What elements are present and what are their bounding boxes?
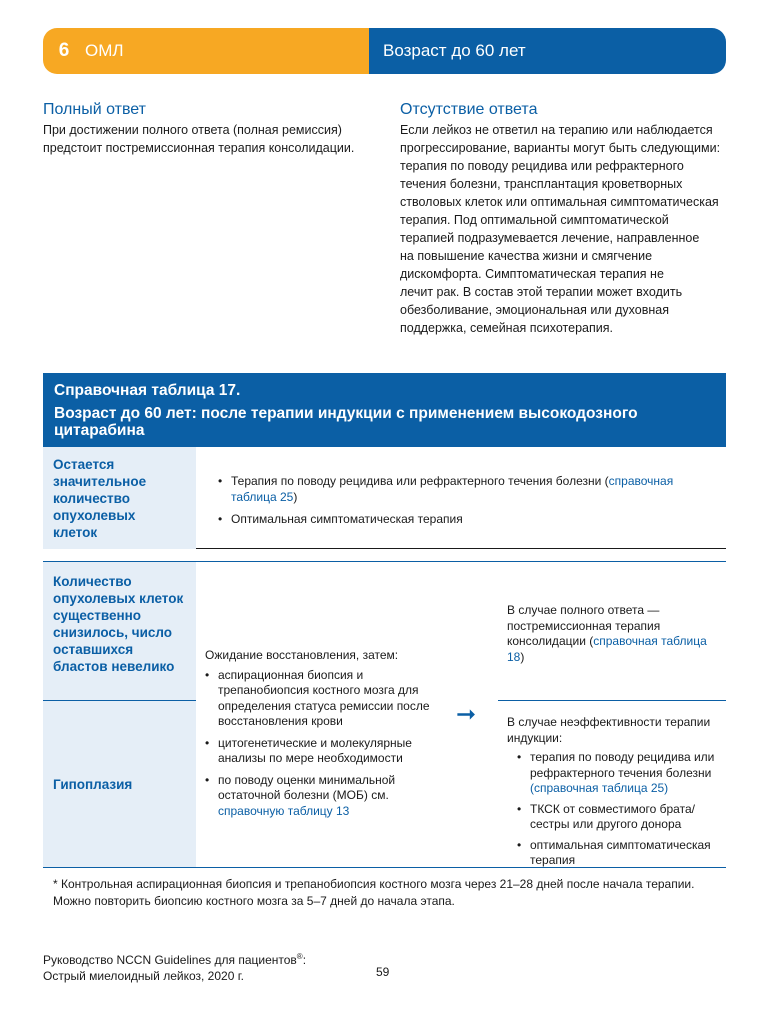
body-line: прогрессирование, варианты могут быть следующими:: [400, 141, 721, 155]
ref-table-25-link[interactable]: справочная таблица 25: [231, 474, 674, 504]
row3-label: Гипоплазия: [53, 777, 133, 792]
list-item: • ТКСК от совместимого брата/ сестры или другого донора: [517, 802, 719, 833]
body-line: предстоит постремиссионная терапия консолидации.: [43, 141, 355, 155]
induction-failure-cell: [507, 715, 719, 876]
divider: [43, 867, 726, 868]
body-line: на повышение качества жизни и смягчение: [400, 249, 653, 263]
recovery-cell: [205, 648, 441, 826]
ref-table-25-link[interactable]: (справочная таблица 25): [530, 781, 669, 795]
row2-label-cell: [43, 562, 196, 700]
table-subtitle: Возраст до 60 лет: после терапии индукции с применением высокодозного цитарабина: [54, 405, 638, 439]
table-title: Справочная таблица 17.: [54, 382, 241, 399]
body-line: течения болезни, трансплантация кроветворных: [400, 177, 683, 191]
footnote-line: Можно повторить биопсию костного мозга за 5–7 дней до начала этапа.: [53, 894, 455, 908]
complete-response-body: [43, 121, 373, 157]
footnote-line: * Контрольная аспирационная биопсия и трепанобиопсия костного мозга через 21–28 дней после начала терапии.: [53, 877, 695, 891]
footer-title: Руководство NCCN Guidelines для пациентов®:: [43, 952, 307, 967]
body-line: терапия по поводу рецидива или рефрактерного: [400, 159, 684, 173]
row1-label-cell: [43, 447, 196, 549]
no-response-title: Отсутствие ответа: [400, 101, 538, 118]
body-line: стволовых клеток или оптимальная симптоматическая: [400, 195, 719, 209]
body-line: лечит рак. В состав этой терапии может входить: [400, 285, 683, 299]
list-item: • Оптимальная симптоматическая терапия: [218, 512, 708, 528]
body-line: дискомфорта. Симптоматическая терапия не: [400, 267, 664, 281]
body-line: обезболивание, эмоциональная или духовная: [400, 303, 669, 317]
row3-label-cell: [43, 701, 196, 867]
body-line: При достижении полного ответа (полная ремиссия): [43, 123, 342, 137]
row2-label: Количество опухолевых клеток существенно снизилось, число оставшихся бластов невелико: [53, 574, 184, 674]
divider: [196, 548, 726, 549]
no-response-section: [400, 100, 730, 337]
list-item: • аспирационная биопсия и трепанобиопсия костного мозга для определения статуса ремиссии после восстановления крови: [205, 668, 441, 730]
ref-table-13-link[interactable]: справочную таблицу 13: [218, 803, 350, 818]
row1-content: [218, 474, 708, 535]
page-footer: [43, 949, 363, 984]
complete-response-cell: В случае полного ответа — постремиссионная терапия консолидации (справочная таблица 18): [507, 603, 707, 664]
complete-response-section: [43, 100, 373, 157]
section-title: Возраст до 60 лет: [383, 41, 526, 60]
list-item: • терапия по поводу рецидива или рефрактерного течения болезни (справочная таблица 25): [517, 750, 719, 797]
page-number: 59: [376, 965, 390, 979]
body-line: терапией подразумевается лечение, направленное: [400, 231, 700, 245]
body-line: поддержка, семейная психотерапия.: [400, 321, 613, 335]
footnote: [53, 876, 733, 910]
divider: [498, 700, 726, 701]
chapter-number: 6: [58, 40, 70, 61]
arrow-right-icon: ➞: [456, 701, 477, 728]
chapter-tab: [43, 28, 369, 74]
list-item: • Терапия по поводу рецидива или рефрактерного течения болезни (справочная таблица 25): [218, 474, 708, 505]
list-item: • оптимальная симптоматическая терапия: [517, 838, 719, 869]
ref-table-18-link[interactable]: справочная таблица 18: [507, 634, 707, 664]
row1-label: Остается значительное количество опухолевых клеток: [53, 457, 147, 540]
table-header: [43, 373, 726, 447]
list-item: • цитогенетические и молекулярные анализы по мере необходимости: [205, 736, 441, 767]
recovery-intro: Ожидание восстановления, затем:: [205, 648, 399, 662]
complete-response-title: Полный ответ: [43, 101, 146, 118]
footer-subtitle: Острый миелоидный лейкоз, 2020 г.: [43, 969, 244, 983]
chapter-title: ОМЛ: [85, 41, 124, 60]
section-banner: [369, 28, 726, 74]
no-response-body: [400, 121, 730, 337]
body-line: терапия. Под оптимальной симптоматической: [400, 213, 669, 227]
list-item: • по поводу оценки минимальной остаточной болезни (МОБ) см. справочную таблицу 13: [205, 773, 441, 820]
body-line: Если лейкоз не ответил на терапию или наблюдается: [400, 123, 713, 137]
induction-failure-intro: В случае неэффективности терапии индукции:: [507, 715, 711, 745]
